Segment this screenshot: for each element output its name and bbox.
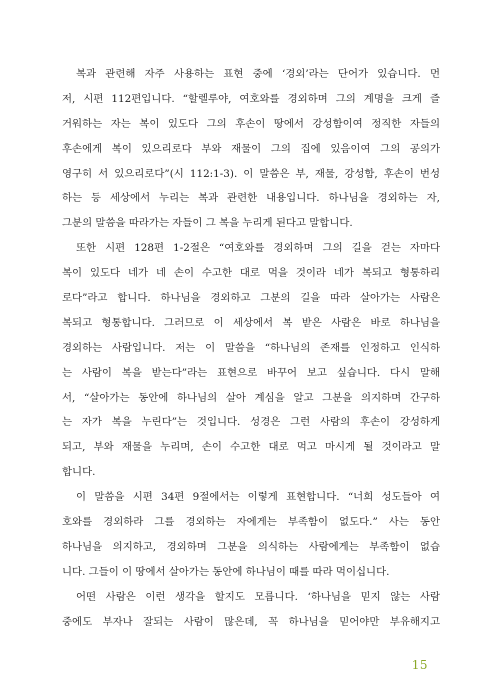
text-line: 되고, 부와 재물을 누리며, 손이 수고한 대로 먹고 마시게 될 것이라고 말	[62, 441, 440, 454]
text-line: 호와를 경외하라 그를 경외하는 자에게는 부족함이 없도다.” 사는 동안	[62, 516, 440, 529]
text-line: 그분의 말씀을 따라가는 자들이 그 복을 누리게 된다고 말합니다.	[62, 217, 353, 230]
text-line: 복되고 형통합니다. 그러므로 이 세상에서 복 받은 사람은 바로 하나님을	[62, 316, 440, 329]
paragraph-2	[62, 236, 440, 485]
text-line: 는 자가 복을 누린다”는 것입니다. 성경은 그런 사람의 후손이 강성하게	[62, 416, 440, 429]
text-line: 하는 등 세상에서 누리는 복과 관련한 내용입니다. 하나님을 경외하는 자,	[62, 192, 440, 205]
text-line: 서, “살아가는 동안에 하나님의 살아 계심을 알고 그분을 의지하며 간구하	[62, 391, 440, 404]
text-line: 저, 시편 112편입니다. “할렐루야, 여호와를 경외하며 그의 계명을 크게 즐	[62, 92, 440, 105]
text-line: 니다. 그들이 이 땅에서 살아가는 동안에 하나님이 때를 따라 먹이십니다.	[62, 565, 390, 578]
text-line: 하나님을 의지하고, 경외하며 그분을 의식하는 사람에게는 부족함이 없습	[62, 540, 440, 553]
text-line: 후손에게 복이 있으리로다 부와 재물이 그의 집에 있음이여 그의 공의가	[62, 142, 440, 155]
text-line: 경외하는 사람입니다. 저는 이 말씀을 “하나님의 존재를 인정하고 인식하	[62, 341, 440, 354]
page-number: 15	[411, 658, 428, 672]
text-line: 중에도 부자나 잘되는 사람이 많은데, 꼭 하나님을 믿어야만 부유해지고	[62, 615, 440, 628]
text-line: 는 사람이 복을 받는다”라는 표현으로 바꾸어 보고 싶습니다. 다시 말해	[62, 366, 440, 379]
paragraph-4	[62, 585, 440, 635]
body-text	[62, 62, 440, 634]
text-line: 합니다.	[62, 466, 96, 479]
text-line: 로다”라고 합니다. 하나님을 경외하고 그분의 길을 따라 살아가는 사람은	[62, 292, 440, 305]
text-line: 어떤 사람은 이런 생각을 할지도 모릅니다. ‘하나님을 믿지 않는 사람	[76, 590, 440, 603]
text-line: 또한 시편 128편 1-2절은 “여호와를 경외하며 그의 길을 걷는 자마다	[76, 242, 440, 255]
text-line: 영구히 서 있으리로다”(시 112:1-3). 이 말씀은 부, 재물, 강성함, 후손이 번성	[62, 167, 440, 180]
text-line: 이 말씀을 시편 34편 9절에서는 이렇게 표현합니다. “너희 성도들아 여	[76, 491, 440, 504]
paragraph-1	[62, 62, 440, 236]
text-line: 거워하는 자는 복이 있도다 그의 후손이 땅에서 강성함이여 정직한 자들의	[62, 117, 440, 130]
text-line: 복과 관련해 자주 사용하는 표현 중에 ‘경외’라는 단어가 있습니다. 먼	[76, 68, 440, 80]
text-line: 복이 있도다 네가 네 손이 수고한 대로 먹을 것이라 네가 복되고 형통하리	[62, 267, 440, 280]
paragraph-3	[62, 485, 440, 585]
